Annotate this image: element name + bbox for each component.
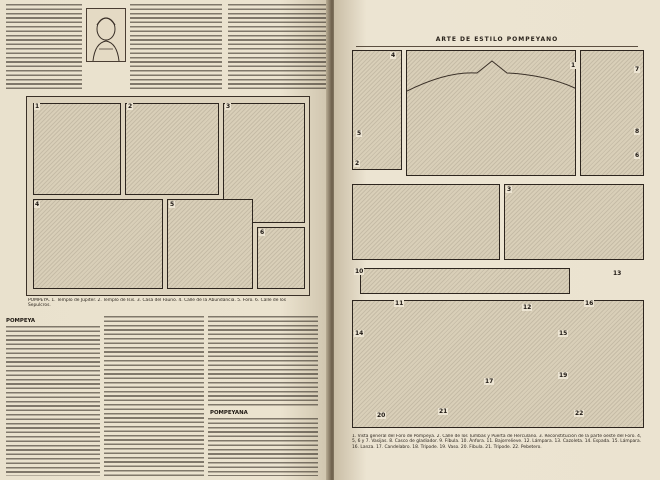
plate-number-17: 17 xyxy=(485,378,494,385)
plate-number-5: 5 xyxy=(357,130,362,137)
plate-number-19: 19 xyxy=(559,372,568,379)
panel-tombs-gate xyxy=(352,184,500,260)
panel-forum-view xyxy=(406,50,576,176)
title-rule xyxy=(356,46,638,47)
plate-number-13: 13 xyxy=(613,270,622,277)
entry-pompeya: POMPEYA xyxy=(6,318,36,324)
plate-number-22: 22 xyxy=(575,410,584,417)
plate-number-1: 1 xyxy=(35,103,40,110)
text-column-top-left xyxy=(6,4,82,92)
plate-number-3: 3 xyxy=(507,186,512,193)
plate-number-4: 4 xyxy=(35,201,40,208)
plate-caption: POMPEYA. 1. Templo de Júpiter. 2. Templo de Isis. 3. Casa del Fauno. 4. Calle de la Abundancia. 5. Foro. 6. Calle de los Sepulcros. xyxy=(28,298,286,309)
text-column-bottom-right xyxy=(208,316,318,408)
right-page xyxy=(334,0,660,480)
text-column-top-right xyxy=(228,4,326,92)
plate-panel-2 xyxy=(125,103,219,195)
text-column-top-middle xyxy=(130,4,222,92)
text-column-bottom-left xyxy=(6,326,100,476)
panel-forum-reconstruction xyxy=(504,184,644,260)
entry-pompeyana: POMPEYANA xyxy=(210,410,248,416)
text-column-bottom-middle xyxy=(104,316,204,476)
plate-number-3: 3 xyxy=(226,103,231,110)
plate-number-12: 12 xyxy=(523,304,532,311)
plate-number-7: 7 xyxy=(635,66,640,73)
plate-number-14: 14 xyxy=(355,330,364,337)
plate-caption: 1. Vista general del Foro de Pompeya. 2. Calle de los Tumbas y Puerta de Herculano. 3. Reconstitución de la parte oeste del Foro. 4, 5, 6 y 7. Vasijas. 8. Casco de gladiador. 9. Fíbula. 10. Ánfora. 11. Bajorrelieve. 12. Lámpara. 13. Cazoleta. 14. Espada. 15. Lámpara. 16. Lanza. 17. Candelabro. 18. Trípode. 19. Vaso. 20. Fíbula. 21. Trípode. 22. Pebetero. xyxy=(352,434,642,450)
plate-number-15: 15 xyxy=(559,330,568,337)
panel-vases xyxy=(352,50,402,170)
plate-panel-4 xyxy=(33,199,163,289)
panel-objects xyxy=(352,300,644,428)
plate-number-8: 8 xyxy=(635,128,640,135)
plate-number-21: 21 xyxy=(439,408,448,415)
plate-number-2: 2 xyxy=(128,103,133,110)
plate-panel-6 xyxy=(257,227,305,289)
plate-number-6: 6 xyxy=(635,152,640,159)
portrait-engraving xyxy=(86,8,126,62)
plate-panel-1 xyxy=(33,103,121,195)
plate-number-2: 2 xyxy=(355,160,360,167)
plate-panel-5 xyxy=(167,199,253,289)
plate-number-20: 20 xyxy=(377,412,386,419)
plate-number-4: 4 xyxy=(391,52,396,59)
plate-number-16: 16 xyxy=(585,300,594,307)
plate-number-11: 11 xyxy=(395,300,404,307)
plate-number-5: 5 xyxy=(170,201,175,208)
plate-title: ARTE DE ESTILO POMPEYANO xyxy=(435,36,559,43)
pompeii-plate xyxy=(26,96,310,296)
plate-number-10: 10 xyxy=(355,268,364,275)
plate-number-6: 6 xyxy=(260,229,265,236)
text-column-bottom-right-2 xyxy=(208,418,318,476)
panel-bas-relief xyxy=(360,268,570,294)
plate-number-1: 1 xyxy=(571,62,576,69)
